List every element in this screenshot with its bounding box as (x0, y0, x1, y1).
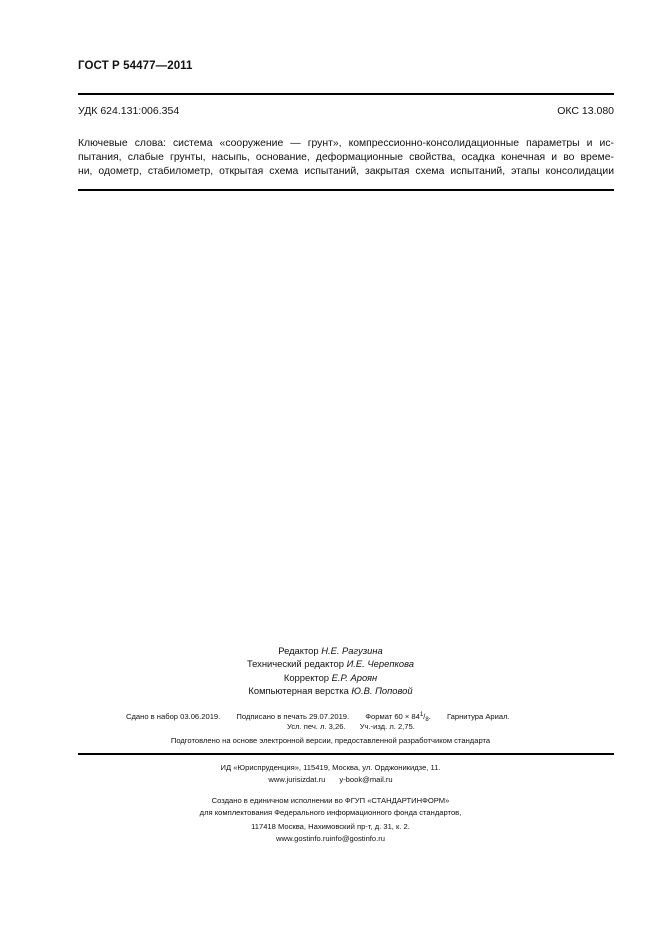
imprint-divider (78, 753, 614, 755)
udk-code: УДК 624.131:006.354 (78, 105, 180, 117)
print-info-row-2 (287, 720, 427, 733)
creator-address-block (0, 821, 661, 844)
credit-layout: Компьютерная верстка Ю.В. Поповой (248, 685, 413, 697)
creator-block (0, 795, 661, 819)
credit-name: Н.Е. Рагузина (321, 645, 383, 656)
signed-date: Подписано в печать 29.07.2019. (236, 712, 350, 721)
credit-name: Ю.В. Поповой (351, 685, 413, 697)
keywords-line: Ключевые слова: система «сооружение — грунт», компрессионно-консолидационные параметры и ис- (78, 138, 614, 149)
creator-website[interactable]: www.gostinfo.ru (275, 833, 330, 843)
publisher-contacts (0, 774, 661, 786)
oks-code: ОКС 13.080 (557, 105, 614, 117)
keywords-line: ни, одометр, стабилометр, открытая схема испытаний, закрытая схема испытаний, этапы консолидации (78, 166, 614, 178)
top-divider (78, 93, 614, 95)
creator-contacts (0, 833, 661, 845)
publisher-website[interactable]: www.jurisizdat.ru (268, 775, 326, 784)
creator-line-1: Создано в единичном исполнении во ФГУП «СТАНДАРТИНФОРМ» (211, 796, 450, 805)
paper-format: Формат $60 \times 84^1/_8$. (365, 712, 431, 723)
keywords-line: пытания, слабые грунты, насыпь, основание, деформационные свойства, осадка конечная и во време- (78, 152, 614, 164)
creator-email[interactable]: info@gostinfo.ru (329, 833, 386, 843)
prepared-note: Подготовлено на основе электронной версии, предоставленной разработчиком стандарта (170, 736, 491, 745)
keywords-divider (78, 189, 614, 191)
typeface: Гарнитура Ариал. (446, 712, 510, 721)
credit-name: Е.Р. Ароян (331, 671, 378, 683)
submitted-date: Сдано в набор 03.06.2019. (126, 712, 221, 721)
document-code: ГОСТ Р 54477—2011 (78, 60, 193, 72)
publisher-address: ИД «Юриспруденция», 115419, Москва, ул. Орджоникидзе, 11. (220, 763, 441, 772)
credit-editor: Редактор Н.Е. Рагузина (278, 645, 383, 656)
keywords-paragraph (78, 137, 614, 180)
credits-block (0, 644, 661, 698)
creator-address: 117418 Москва, Нахимовский пр-т, д. 31, к. 2. (251, 822, 410, 831)
publisher-sheets: Уч.-изд. л. 2,75. (359, 722, 415, 731)
credit-technical-editor: Технический редактор И.Е. Черепкова (246, 658, 415, 670)
credit-proofreader: Корректор Е.Р. Ароян (283, 671, 378, 683)
credit-name: И.Е. Черепкова (346, 658, 415, 670)
creator-line-2: для комплектования Федерального информационного фонда стандартов, (199, 808, 462, 817)
publisher-email[interactable]: y-book@mail.ru (339, 775, 393, 784)
print-sheets: Усл. печ. л. 3,26. (287, 722, 346, 731)
publisher-block (0, 762, 661, 786)
